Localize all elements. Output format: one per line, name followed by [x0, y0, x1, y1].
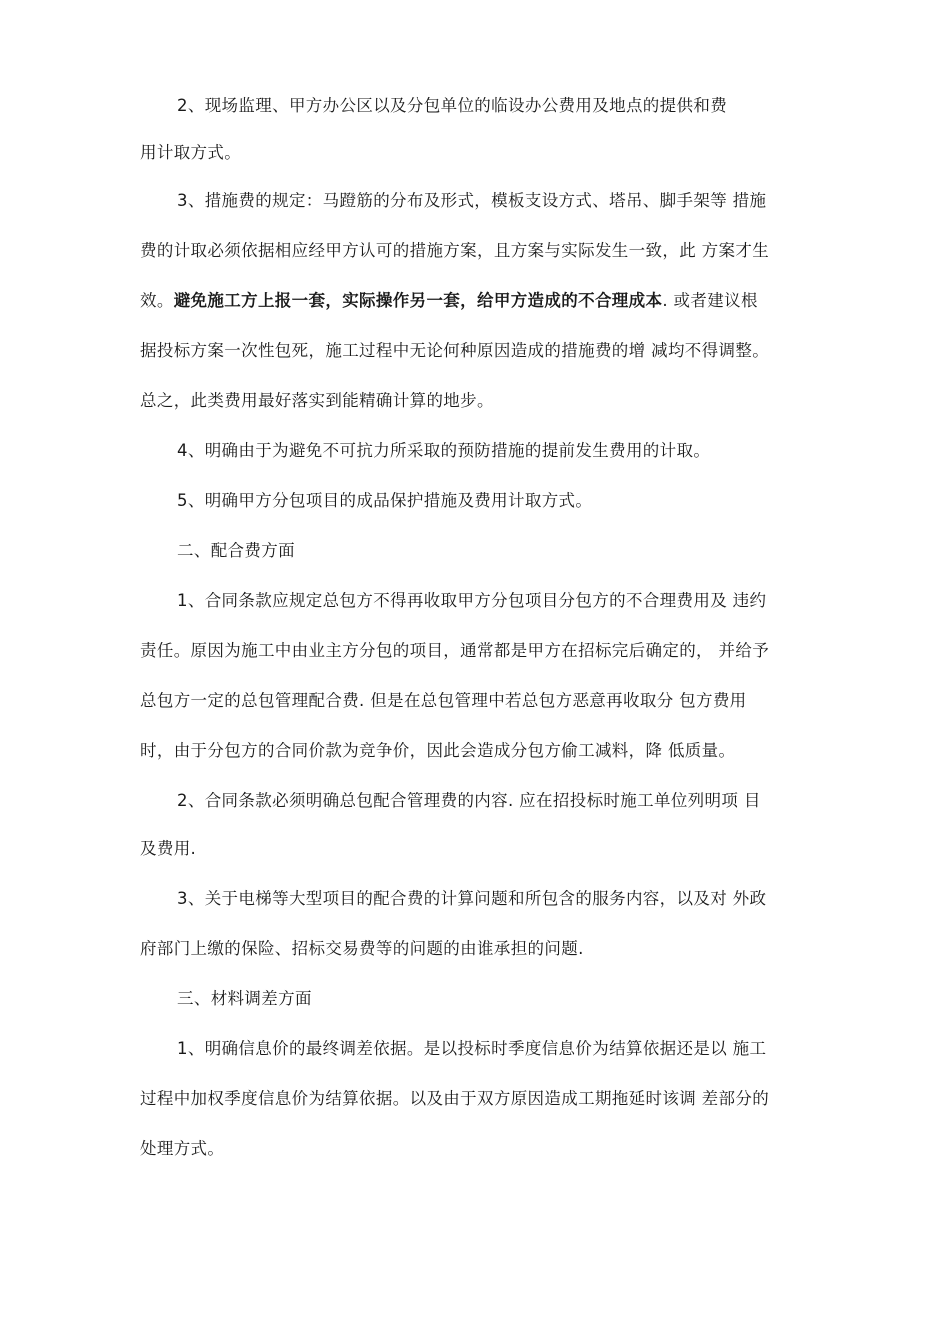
- section3-paragraph-1-line-1: [177, 1037, 857, 1061]
- section2-paragraph-3-line-1: [177, 887, 857, 911]
- paragraph-2-line-1: [177, 94, 857, 118]
- section2-paragraph-1-line-1: [177, 589, 857, 613]
- section2-paragraph-2-line-1: [177, 789, 857, 813]
- text-segment: 2、现场监理、甲方办公区以及分包单位的临设办公费用及地点的提供和费: [177, 96, 728, 115]
- text-segment: 费的计取必须依据相应经甲方认可的措施方案，且方案与实际发生一致，此 方案才生: [140, 241, 770, 260]
- paragraph-2-line-2: [140, 141, 820, 165]
- paragraph-3-line-4: [140, 339, 820, 363]
- text-segment: 三、材料调差方面: [177, 989, 312, 1008]
- paragraph-3-line-1: [177, 189, 857, 213]
- section2-paragraph-3-line-2: [140, 937, 820, 961]
- text-segment: 及费用.: [140, 839, 197, 858]
- paragraph-4: [177, 439, 857, 463]
- text-segment: 时，由于分包方的合同价款为竞争价，因此会造成分包方偷工减料，降 低质量。: [140, 741, 736, 760]
- bold-emphasis: 避免施工方上报一套，实际操作另一套，给甲方造成的不合理成本: [173, 291, 663, 310]
- text-segment: 效。: [140, 291, 174, 310]
- text-segment: 责任。原因为施工中由业主方分包的项目，通常都是甲方在招标完后确定的， 并给予: [140, 641, 770, 660]
- text-segment: 2、合同条款必须明确总包配合管理费的内容. 应在招投标时施工单位列明项 目: [177, 791, 761, 810]
- text-segment: 过程中加权季度信息价为结算依据。以及由于双方原因造成工期拖延时该调 差部分的: [140, 1089, 770, 1108]
- text-segment: 处理方式。: [140, 1139, 225, 1158]
- text-segment: 据投标方案一次性包死，施工过程中无论何种原因造成的措施费的增 减均不得调整。: [140, 341, 770, 360]
- section3-paragraph-1-line-2: [140, 1087, 820, 1111]
- text-segment: 1、明确信息价的最终调差依据。是以投标时季度信息价为结算依据还是以 施工: [177, 1039, 767, 1058]
- text-segment: 1、合同条款应规定总包方不得再收取甲方分包项目分包方的不合理费用及 违约: [177, 591, 767, 610]
- text-segment: 5、明确甲方分包项目的成品保护措施及费用计取方式。: [177, 491, 593, 510]
- section2-paragraph-1-line-2: [140, 639, 820, 663]
- section-heading-2: [177, 539, 857, 563]
- section2-paragraph-1-line-4: [140, 739, 820, 763]
- text-segment: 总之，此类费用最好落实到能精确计算的地步。: [140, 391, 494, 410]
- text-segment: 总包方一定的总包管理配合费. 但是在总包管理中若总包方恶意再收取分 包方费用: [140, 691, 747, 710]
- text-segment: 4、明确由于为避免不可抗力所采取的预防措施的提前发生费用的计取。: [177, 441, 711, 460]
- section2-paragraph-1-line-3: [140, 689, 820, 713]
- text-segment: 二、配合费方面: [177, 541, 295, 560]
- paragraph-3-line-2: [140, 239, 820, 263]
- text-segment: 3、关于电梯等大型项目的配合费的计算问题和所包含的服务内容，以及对 外政: [177, 889, 767, 908]
- text-segment: 府部门上缴的保险、招标交易费等的问题的由谁承担的问题.: [140, 939, 584, 958]
- section-heading-3: [177, 987, 857, 1011]
- paragraph-3-line-5: [140, 389, 820, 413]
- text-segment: 用计取方式。: [140, 143, 242, 162]
- paragraph-3-line-3: [140, 289, 820, 313]
- section3-paragraph-1-line-3: [140, 1137, 820, 1161]
- text-segment: 3、措施费的规定：马蹬筋的分布及形式，模板支设方式、塔吊、脚手架等 措施: [177, 191, 767, 210]
- paragraph-5: [177, 489, 857, 513]
- text-segment: . 或者建议根: [662, 291, 758, 310]
- section2-paragraph-2-line-2: [140, 837, 820, 861]
